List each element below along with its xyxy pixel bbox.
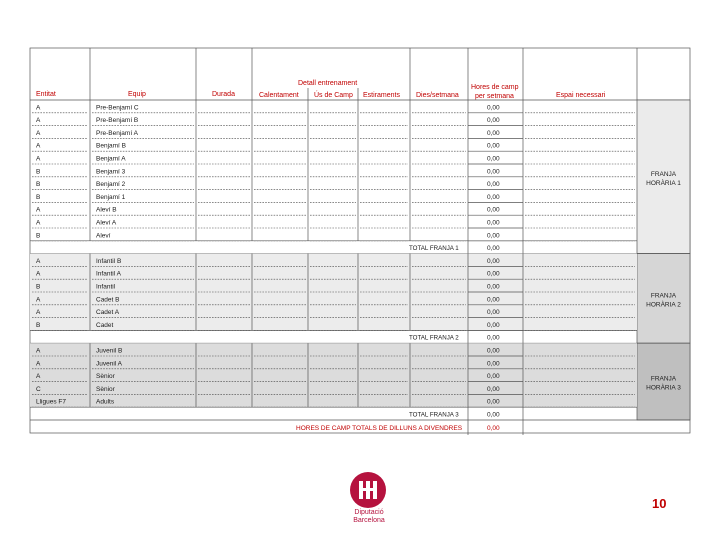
- total-label: TOTAL FRANJA 2: [409, 334, 459, 342]
- row-hores: 0,00: [487, 219, 500, 227]
- total-label: TOTAL FRANJA 3: [409, 411, 459, 419]
- row-hores: 0,00: [487, 270, 500, 278]
- row-entitat: A: [36, 155, 41, 163]
- franja-label-2: HORÀRIA 1: [646, 179, 681, 187]
- row-entitat: A: [36, 129, 41, 137]
- row-entitat: A: [36, 270, 41, 278]
- row-entitat: A: [36, 117, 41, 125]
- row-equip: Sènior: [96, 373, 115, 381]
- row-equip: Benjamí 2: [96, 181, 126, 189]
- total-value: 0,00: [487, 411, 500, 419]
- row-hores: 0,00: [487, 104, 500, 112]
- row-entitat: A: [36, 142, 41, 150]
- row-hores: 0,00: [487, 193, 500, 201]
- franja-label-1: FRANJA: [650, 292, 677, 300]
- total-value: 0,00: [487, 334, 500, 342]
- grand-total-label: HORES DE CAMP TOTALS DE DILLUNS A DIVENDRES: [296, 425, 463, 432]
- header-detall: Detall entrenament: [298, 80, 358, 87]
- row-entitat: B: [36, 193, 41, 201]
- header-espai: Espai necessari: [556, 92, 606, 99]
- row-hores: 0,00: [487, 309, 500, 317]
- row-entitat: B: [36, 283, 41, 291]
- row-entitat: A: [36, 360, 41, 368]
- row-hores: 0,00: [487, 257, 500, 265]
- row-equip: Juvenil B: [96, 347, 123, 355]
- row-equip: Juvenil A: [96, 360, 123, 368]
- row-entitat: Lligues F7: [36, 398, 66, 406]
- row-equip: Cadet: [96, 321, 114, 329]
- header-entitat: Entitat: [36, 91, 56, 98]
- row-equip: Pre-Benjamí A: [96, 129, 138, 137]
- row-hores: 0,00: [487, 232, 500, 240]
- row-entitat: A: [36, 104, 41, 112]
- row-entitat: C: [36, 385, 41, 393]
- row-entitat: A: [36, 347, 41, 355]
- header-hores-2: per setmana: [475, 93, 514, 100]
- row-equip: Benjamí 3: [96, 168, 126, 176]
- header-estiraments: Estiraments: [363, 92, 400, 99]
- total-value: 0,00: [487, 245, 500, 253]
- franja-label-1: FRANJA: [650, 170, 677, 178]
- logo-line-2: Barcelona: [353, 517, 385, 524]
- row-hores: 0,00: [487, 283, 500, 291]
- row-equip: Pre-Benjamí B: [96, 117, 139, 125]
- row-equip: Aleví: [96, 232, 111, 240]
- row-equip: Cadet A: [96, 309, 120, 317]
- row-equip: Cadet B: [96, 296, 120, 304]
- row-entitat: B: [36, 181, 41, 189]
- logo-emblem-icon: [350, 472, 386, 508]
- row-equip: Sènior: [96, 385, 115, 393]
- row-hores: 0,00: [487, 373, 500, 381]
- row-hores: 0,00: [487, 398, 500, 406]
- row-equip: Benjamí B: [96, 142, 126, 150]
- header-dies: Dies/setmana: [416, 92, 459, 99]
- logo-text: [346, 509, 392, 525]
- row-equip: Benjamí A: [96, 155, 126, 163]
- row-entitat: A: [36, 373, 41, 381]
- row-hores: 0,00: [487, 142, 500, 150]
- header-equip: Equip: [128, 91, 146, 98]
- franja-label-1: FRANJA: [650, 375, 677, 383]
- row-hores: 0,00: [487, 155, 500, 163]
- row-entitat: A: [36, 257, 41, 265]
- row-equip: Pre-Benjamí C: [96, 104, 139, 112]
- row-entitat: A: [36, 206, 41, 214]
- header-calentament: Calentament: [259, 92, 299, 99]
- row-hores: 0,00: [487, 321, 500, 329]
- franja-label-2: HORÀRIA 2: [646, 301, 681, 309]
- row-equip: Adults: [96, 398, 115, 406]
- row-hores: 0,00: [487, 129, 500, 137]
- row-entitat: B: [36, 168, 41, 176]
- row-hores: 0,00: [487, 347, 500, 355]
- row-entitat: A: [36, 309, 41, 317]
- row-entitat: A: [36, 219, 41, 227]
- row-hores: 0,00: [487, 117, 500, 125]
- row-entitat: A: [36, 296, 41, 304]
- row-hores: 0,00: [487, 181, 500, 189]
- row-equip: Aleví B: [96, 206, 117, 214]
- header-durada: Durada: [212, 91, 235, 98]
- header-hores-1: Hores de camp: [471, 84, 519, 91]
- row-hores: 0,00: [487, 206, 500, 214]
- row-equip: Infantil: [96, 283, 116, 291]
- row-equip: Infantil A: [96, 270, 121, 278]
- header-us-camp: Ús de Camp: [314, 92, 353, 99]
- row-hores: 0,00: [487, 385, 500, 393]
- logo-line-1: Diputació: [354, 509, 384, 516]
- row-entitat: B: [36, 232, 41, 240]
- franja-label-2: HORÀRIA 3: [646, 384, 681, 392]
- row-equip: Benjamí 1: [96, 193, 126, 201]
- row-equip: Infantil B: [96, 257, 122, 265]
- row-hores: 0,00: [487, 360, 500, 368]
- row-equip: Aleví A: [96, 219, 117, 227]
- diputacio-barcelona-logo: [346, 472, 392, 528]
- row-hores: 0,00: [487, 168, 500, 176]
- row-entitat: B: [36, 321, 41, 329]
- grand-total-value: 0,00: [487, 425, 500, 432]
- total-label: TOTAL FRANJA 1: [409, 245, 459, 253]
- page-number: 10: [652, 496, 667, 511]
- row-hores: 0,00: [487, 296, 500, 304]
